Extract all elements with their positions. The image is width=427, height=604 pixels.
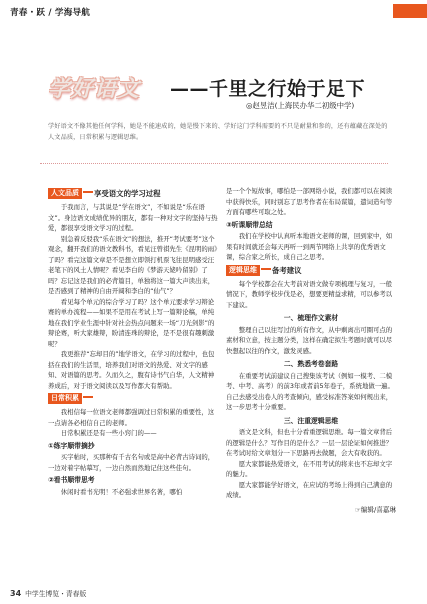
subheading: ①练字顺带摘抄 <box>48 441 95 450</box>
paragraph: 每个学校都会在大考前对语文做专项梳理与复习，一般情况下，教师学校步伐是必，想要更精益求精，可以参考以下建议。 <box>226 279 393 309</box>
paragraph: 愿大家都能热爱语文，在不用考试的将来也不忘却文字的魅力。 <box>226 459 393 478</box>
paragraph: 语文是文科，但也十分看重逻辑思维。每一篇文章背后的逻辑是什么？写作目的是什么？一层一层论证如何推进？在考试时给文章划分一下思路再去做题，会大有收获的。 <box>226 428 393 457</box>
tag-connector <box>83 396 93 398</box>
paragraph: 我相信每一位语文老师都强调过日常积累的重要性，这一点请各必相信自己的老师。 <box>48 408 215 427</box>
paragraph: 休闲时看书光明！不必强求世界名著，哪怕 <box>60 487 183 496</box>
page-footer <box>10 588 86 598</box>
paragraph: 日常积累还是有一些小窍门的—— <box>60 429 157 437</box>
tag-connector <box>261 268 271 270</box>
subheading: 二、熟悉考卷套路 <box>283 360 339 368</box>
section-heading-humanities <box>48 188 218 199</box>
tag-connector <box>83 191 93 193</box>
section-title: 享受语文的学习过程 <box>94 189 161 198</box>
paragraph: 整理自己以往写过的所有作文，从中剩离出可圈可点的素材和立意，按主题分类，这样在确定拟生考题时就可以尽快想起以往的作文，激发灵感。 <box>226 325 393 355</box>
paragraph: 别急着反驳我“乐在语文”的想法，推开“考试要考”这个观念，翻开我们的语文教科书，看见汪曾祺先生《昆明的雨》了吗？看完这篇文章是不是想立即领打机票飞往昆明感受汪老笔下的风土人情呢？看见李白的《梦游天姥吟留别》了吗？忘记这是我们的必背篇目，单独将这一篇大声读出来，是否感到了精神的自由开阔和李白的“仙气”？ <box>48 234 218 295</box>
page-number: 34 <box>10 589 22 598</box>
paragraph: 在重要考试前建议自己搜集该考试（例如一模考、二模考、中考、高考）的前3年或者前5年卷子，系统地做一遍。自己去感受出卷人的考查倾向，感受标准答案如何规出来，这一步思考十分重要。 <box>226 371 394 411</box>
section-title: 备考建议 <box>272 265 302 275</box>
subheading: ③听课顺带总结 <box>226 220 273 229</box>
subheading: 三、注重逻辑思维 <box>283 416 339 425</box>
section-tag: 逻辑思维 <box>226 265 260 276</box>
title-subtitle: ——千里之行始于足下 <box>170 78 366 100</box>
title-main: 学好语文 <box>48 77 141 102</box>
magazine-name: 中学生博览・青春版 <box>25 590 87 598</box>
article-intro: 学好语文不像其他任何学科，她是不能速成的，她是慢下来的、学好这门学科需要的不只是耐量和参的，还有蕴藏在深处的人文品质，日常积累与逻辑思维。 <box>48 123 388 141</box>
right-column <box>226 186 396 515</box>
subheading: ②看书顺带思考 <box>48 476 95 484</box>
section-heading-logic <box>226 265 396 276</box>
paragraph: 愿大家都能学好语文，在应试的考场上得到自己满意的成绩。 <box>226 480 393 499</box>
header-accent-block <box>393 4 427 18</box>
paragraph: 是一个个短故事，哪怕是一部网络小说，我们都可以在阅读中获得快乐，同时别忘了思考作者在布局谋篇，遣词造句等方面有哪些可取之处。 <box>226 187 393 216</box>
paragraph: 看见每个单元的综合学习了吗？这个单元要求学习辩论赛的单办流程——如果不是用在考试上写一篇辩论稿，单纯地在我们学业生涯中针对社会热点问题来一场“刀光剑影”的辩论赛，听大家雄辩，盼清连珠的辩论，是不是很有趣刺激呢？ <box>48 297 215 348</box>
editor-credit: ☞编辑/喜嘉琳 <box>354 505 396 514</box>
paragraph: 买字帖时，买那种有千古名句或是高中必背古诗词的，一边对着字帖摹写，一边自然而然地记住这些佳句。 <box>48 453 215 472</box>
left-column <box>48 186 218 497</box>
section-tag: 日常积累 <box>48 393 82 404</box>
paragraph: 我们在学校中认真听本地语文老师的课，回到家中，如果有时间就还会每天再听一到两节网络上共享的优秀语文课，综合家之所长，成自己之思考。 <box>226 232 393 261</box>
section-label: 青春・跃 / 学海导航 <box>10 8 91 18</box>
author-line: ◎赵昱洁(上海民办华二初级中学) <box>246 101 355 110</box>
article-title <box>48 72 408 102</box>
paragraph: 于我而言，与其说是“学在语文”，不如说是“乐在语文”。身边语文成绩优异的朋友，都有一种对文字的坚持与热爱，都很享受语文学习的过程。 <box>48 203 218 232</box>
section-tag: 人文品质 <box>48 188 82 199</box>
subheading: 一、梳理作文素材 <box>283 314 339 322</box>
divider <box>40 163 388 164</box>
section-heading-accumulation <box>48 393 218 404</box>
paragraph: 我更推荐“忘却目的”地学语文，在学习的过程中，也包括在我们的生活里，培养我们对语文的热爱、对文字的感知、对语篇的思考。久而久之，腹有诗书气自华，人文精神养成后，对于语文阅读以及写作都大有帮助。 <box>48 350 215 390</box>
header-bar <box>0 0 427 22</box>
